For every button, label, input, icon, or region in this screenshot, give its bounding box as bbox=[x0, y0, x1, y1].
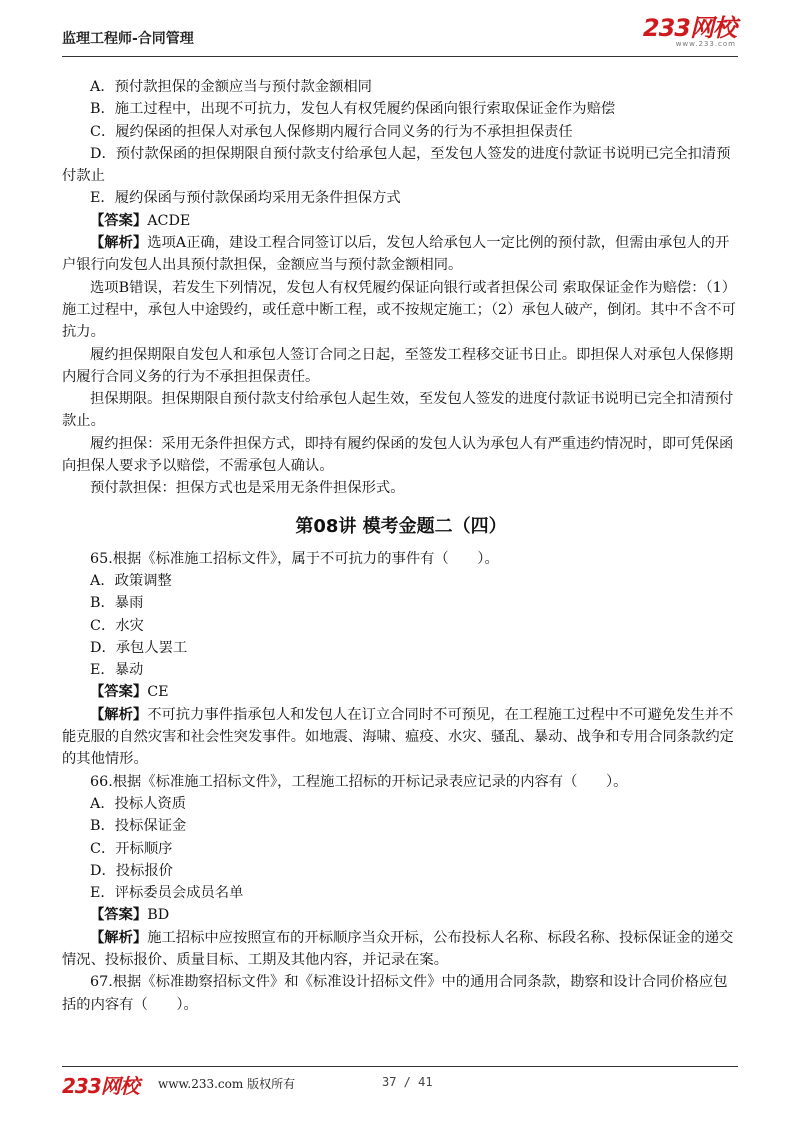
q65-answer bbox=[62, 681, 740, 703]
brand-logo-url: www.233.com bbox=[675, 40, 736, 48]
answer-value: CE bbox=[147, 684, 169, 701]
answer-value: BD bbox=[147, 907, 170, 924]
analysis-text: 施工招标中应按照宣布的开标顺序当众开标，公布投标人名称、标段名称、投标保证金的递交情况、投标报价、质量目标、工期及其他内容，并记录在案。 bbox=[62, 929, 734, 968]
q65-option-b: B．暴雨 bbox=[90, 595, 144, 612]
q65-option-e: E．暴动 bbox=[90, 662, 144, 679]
option-c: C．履约保函的担保人对承包人保修期内履行合同义务的行为不承担担保责任 bbox=[90, 123, 573, 140]
answer-label: 【答案】 bbox=[90, 684, 148, 701]
analysis-label: 【解析】 bbox=[90, 235, 148, 252]
q66-analysis bbox=[62, 927, 740, 972]
analysis-paragraph: 履约担保：采用无条件担保方式，即持有履约保函的发包人认为承包人有严重违约情况时，即可凭保函向担保人要求予以赔偿，不需承包人确认。 bbox=[62, 435, 734, 475]
analysis-paragraph: 担保期限。担保期限自预付款支付给承包人起生效，至发包人签发的进度付款证书说明已完全扣清预付款止。 bbox=[62, 391, 734, 430]
analysis-paragraph: 预付款担保：担保方式也是采用无条件担保形式。 bbox=[90, 480, 405, 497]
header-divider bbox=[62, 56, 738, 57]
page-number: 37 / 41 bbox=[382, 1075, 433, 1089]
analysis-label: 【解析】 bbox=[90, 929, 148, 946]
q66-answer bbox=[62, 904, 740, 926]
analysis-label: 【解析】 bbox=[90, 706, 148, 723]
footer-copyright: www.233.com 版权所有 bbox=[158, 1077, 296, 1091]
question-66-stem: 66.根据《标准施工招标文件》，工程施工招标的开标记录表应记录的内容有（ ）。 bbox=[90, 773, 628, 790]
analysis-paragraph: 履约担保期限自发包人和承包人签订合同之日起，至签发工程移交证书日止。即担保人对承包人保修期内履行合同义务的行为不承担担保责任。 bbox=[62, 346, 734, 385]
brand-logo bbox=[643, 16, 736, 49]
answer-line bbox=[62, 210, 740, 232]
option-b: B．施工过程中，出现不可抗力，发包人有权凭履约保函向银行索取保证金作为赔偿 bbox=[90, 101, 616, 118]
question-67-stem: 67.根据《标准勘察招标文件》和《标准设计招标文件》中的通用合同条款，勘察和设计合同价格应包括的内容有（ ）。 bbox=[62, 974, 728, 1013]
analysis-text: 选项A正确，建设工程合同签订以后，发包人给承包人一定比例的预付款，但需由承包人的开户银行向发包人出具预付款担保，金额应当与预付款金额相同。 bbox=[62, 235, 730, 274]
answer-label: 【答案】 bbox=[90, 907, 148, 924]
q65-option-c: C．水灾 bbox=[90, 617, 144, 634]
option-d: D．预付款保函的担保期限自预付款支付给承包人起，至发包人签发的进度付款证书说明已完全扣清预付款止 bbox=[62, 145, 731, 185]
question-65-stem: 65.根据《标准施工招标文件》，属于不可抗力的事件有（ ）。 bbox=[90, 550, 499, 567]
q66-option-a: A．投标人资质 bbox=[90, 795, 187, 812]
option-e: E．履约保函与预付款保函均采用无条件担保方式 bbox=[90, 190, 401, 207]
footer-divider bbox=[62, 1066, 738, 1067]
q66-option-e: E．评标委员会成员名单 bbox=[90, 885, 244, 902]
q65-option-d: D．承包人罢工 bbox=[90, 639, 188, 656]
q66-option-d: D．投标报价 bbox=[90, 862, 173, 879]
analysis-line bbox=[62, 232, 740, 277]
q66-option-b: B．投标保证金 bbox=[90, 818, 187, 835]
q65-option-a: A．政策调整 bbox=[90, 572, 172, 589]
answer-label: 【答案】 bbox=[90, 212, 148, 229]
course-title: 监理工程师-合同管理 bbox=[62, 31, 194, 47]
analysis-text: 不可抗力事件指承包人和发包人在订立合同时不可预见，在工程施工过程中不可避免发生并不能克服的自然灾害和社会性突发事件。如地震、海啸、瘟疫、水灾、骚乱、暴动、战争和专用合同条款约定的其他情形。 bbox=[62, 706, 734, 768]
option-a: A．预付款担保的金额应当与预付款金额相同 bbox=[90, 79, 372, 95]
analysis-paragraph: 选项B错误，若发生下列情况，发包人有权凭履约保证向银行或者担保公司 索取保证金作为赔偿：（1）施工过程中，承包人中途毁约，或任意中断工程，或不按规定施工；（2）承包人破产，倒闭。其中不含不可抗力。 bbox=[62, 279, 737, 341]
document-body bbox=[62, 76, 740, 1016]
brand-logo-text: 233网校 bbox=[642, 14, 736, 42]
q66-option-c: C．开标顺序 bbox=[90, 840, 173, 857]
section-title: 第08讲 模考金题二（四） bbox=[295, 515, 507, 537]
answer-value: ACDE bbox=[147, 212, 191, 229]
q65-analysis bbox=[62, 704, 740, 771]
footer-logo: 233网校 bbox=[62, 1074, 139, 1098]
page-footer bbox=[62, 1070, 738, 1098]
